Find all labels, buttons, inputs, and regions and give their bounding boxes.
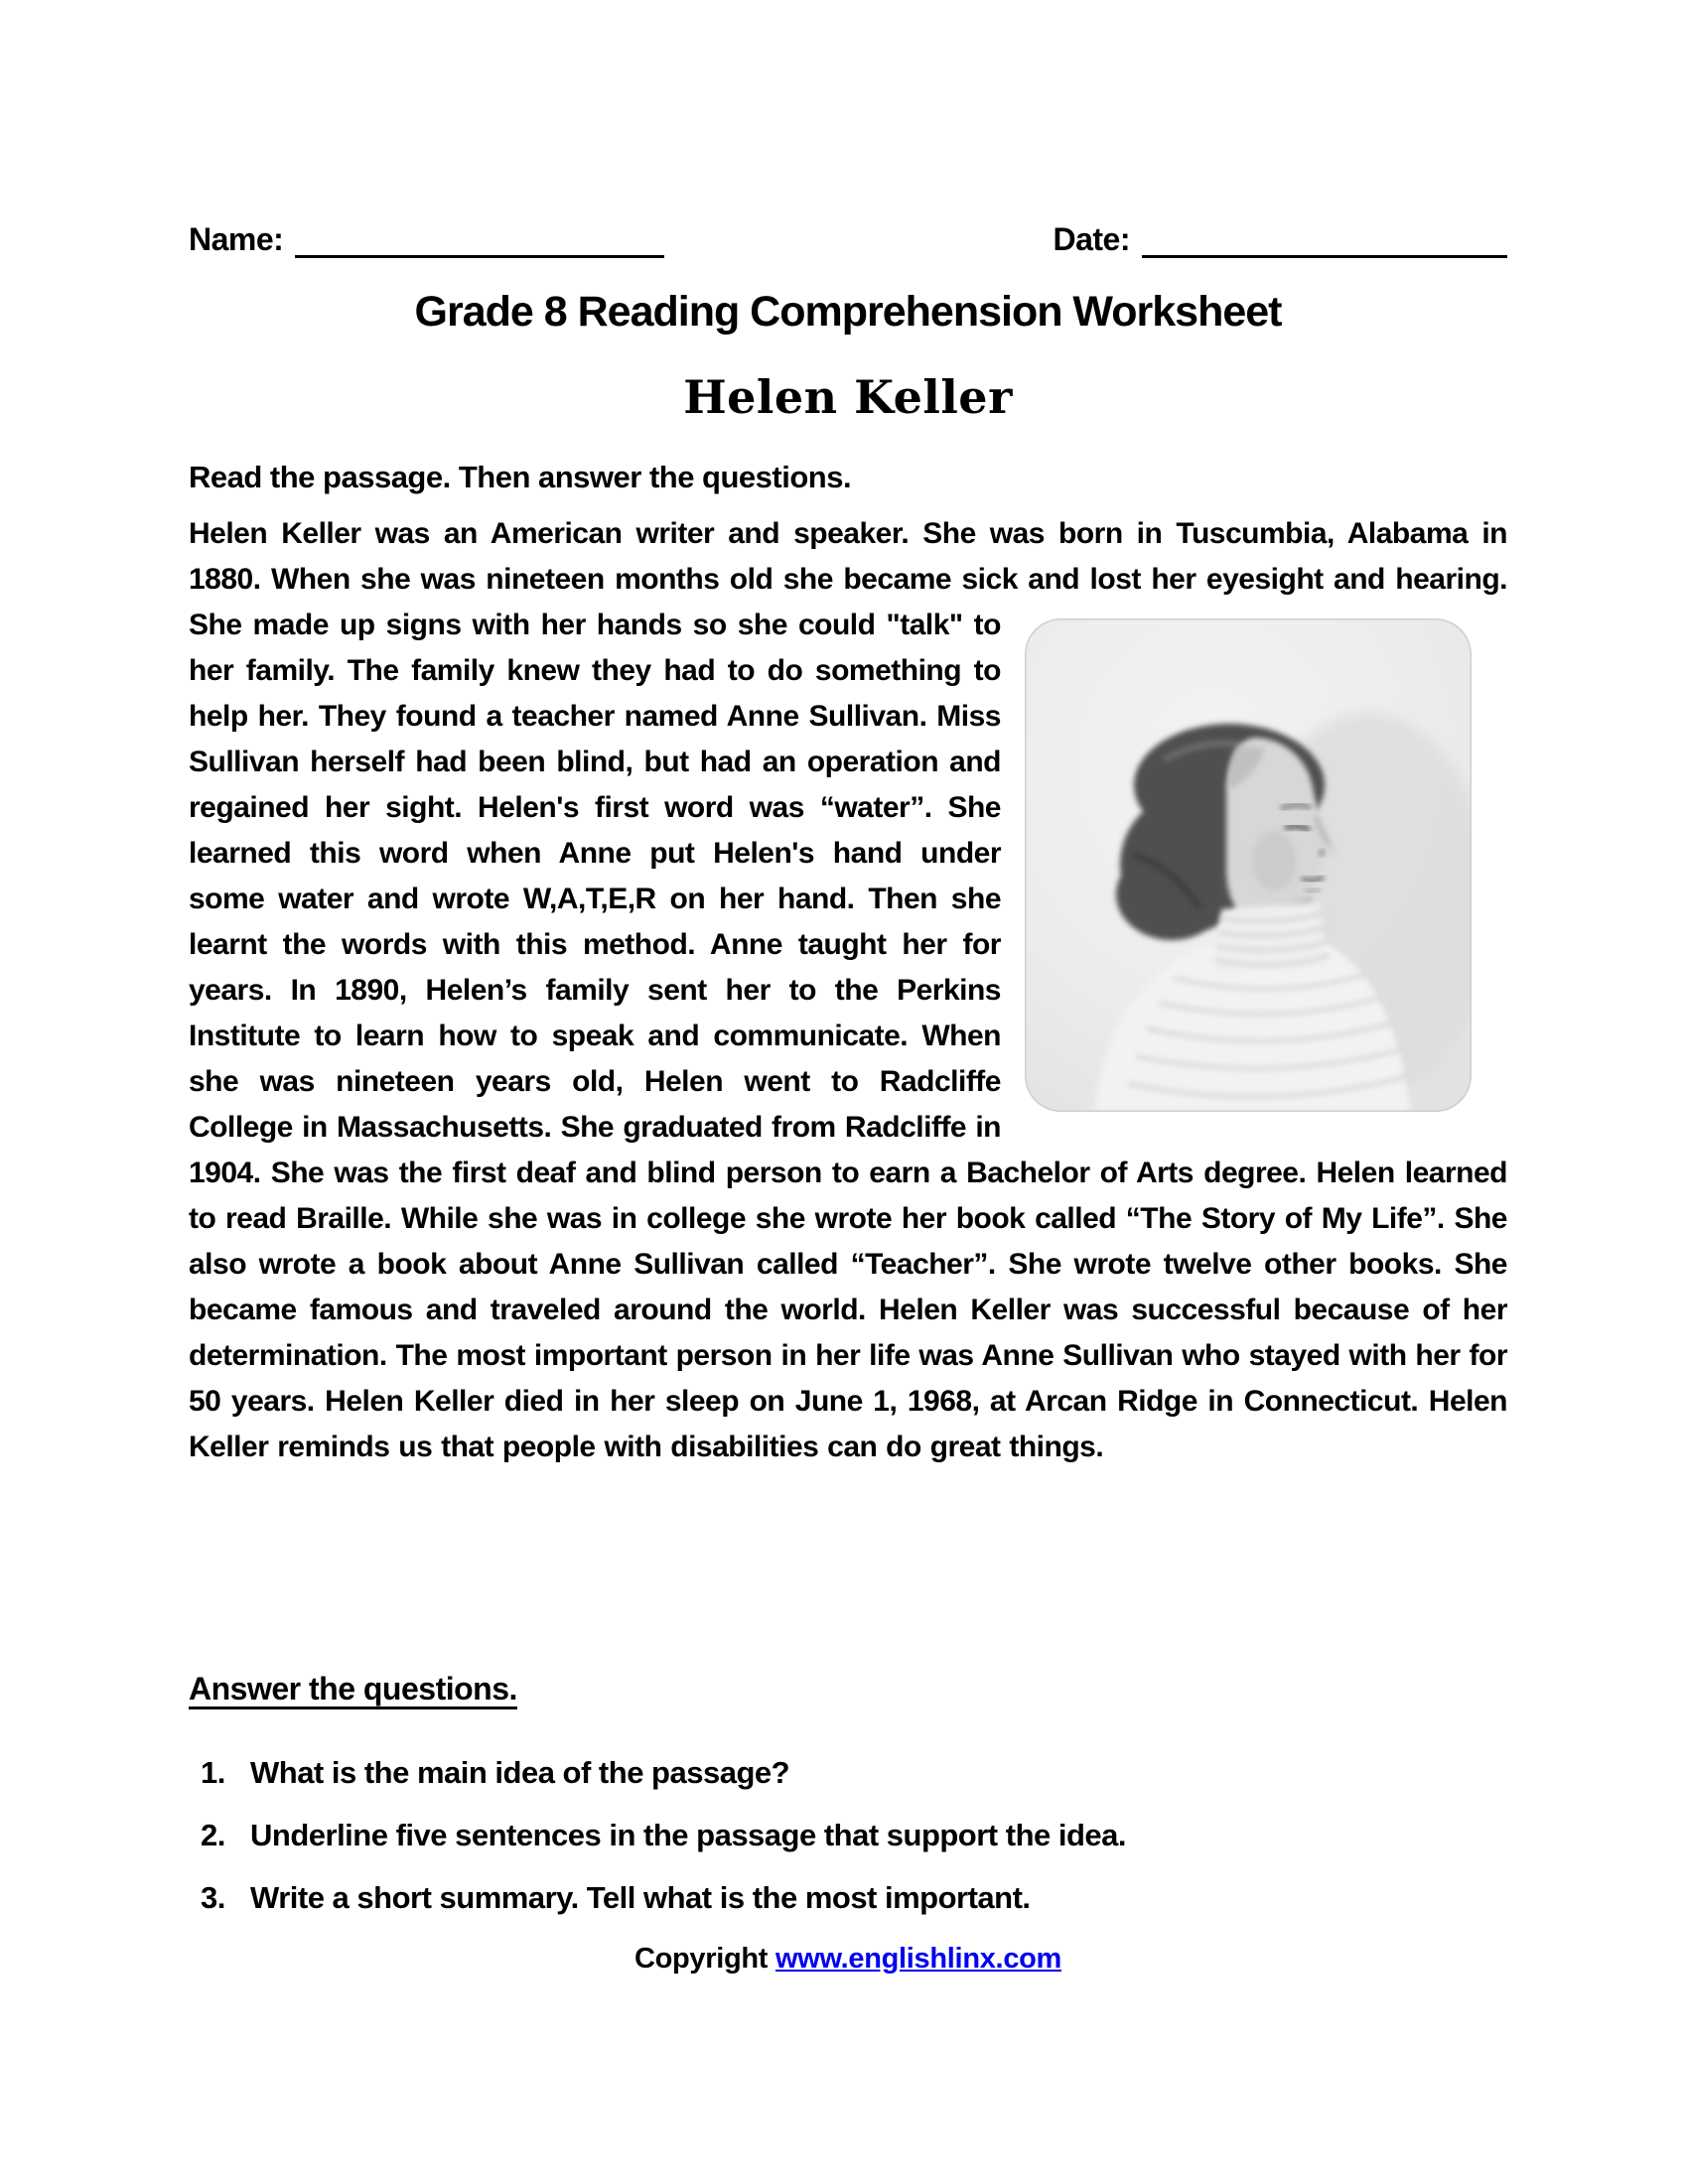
question-text: Write a short summary. Tell what is the most important. bbox=[250, 1880, 1031, 1915]
questions-heading: Answer the questions. bbox=[189, 1671, 517, 1706]
question-text: Underline five sentences in the passage that support the idea. bbox=[250, 1818, 1127, 1852]
question-number: 1. bbox=[201, 1755, 225, 1790]
question-row bbox=[189, 1880, 1507, 1916]
passage-text-after-photo: her eyesight and hearing. She made up signs with her hands so she could "talk" to her family. The family knew they had to do something to help her. They found a teacher named Anne Sullivan. Miss Sullivan herself had been blind, but had an operation and regained her sight. Helen's first word was “water”. She learned this word when Anne put Helen's hand under some water and wrote W,A,T,E,R on her hand. Then she learnt the words with this method. Anne taught her for years. In 1890, Helen’s family sent her to the Perkins Institute to learn how to speak and communicate. When she was nineteen years old, Helen went to Radcliffe College in Massachusetts. She graduated from Radcliffe in 1904. She was the first deaf and blind person to earn a Bachelor of Arts degree. Helen learned to read Braille. While she was in college she wrote her book called “The Story of My Life”. She also wrote a book about Anne Sullivan called “Teacher”. She wrote twelve other books. She became famous and traveled around the world. Helen Keller was successful because of her determination. The most important person in her life was Anne Sullivan who stayed with her for 50 years. Helen Keller died in her sleep on June 1, 1968, at Arcan Ridge in Connecticut. Helen Keller reminds us that people with disabilities can do great things. bbox=[189, 563, 1507, 1463]
name-blank-line bbox=[295, 219, 664, 258]
question-number: 3. bbox=[201, 1880, 225, 1915]
instruction-text: Read the passage. Then answer the questions. bbox=[189, 460, 852, 494]
name-label: Name: bbox=[189, 221, 284, 257]
date-label: Date: bbox=[1053, 221, 1130, 257]
date-blank-line bbox=[1142, 219, 1507, 258]
questions-list bbox=[189, 1755, 1507, 1916]
copyright-label: Copyright bbox=[633, 1943, 775, 1975]
date-field bbox=[1053, 211, 1507, 258]
question-text: What is the main idea of the passage? bbox=[250, 1755, 790, 1790]
question-row bbox=[189, 1755, 1507, 1791]
englishlinx-link[interactable]: www.englishlinx.com bbox=[774, 1943, 1062, 1975]
helen-keller-portrait-illustration bbox=[1025, 618, 1472, 1112]
worksheet-title: Grade 8 Reading Comprehension Worksheet bbox=[414, 288, 1282, 336]
question-number: 2. bbox=[201, 1818, 225, 1852]
passage-title: Helen Keller bbox=[683, 370, 1013, 424]
question-row bbox=[189, 1818, 1507, 1853]
name-date-row bbox=[189, 0, 1507, 258]
passage bbox=[189, 511, 1507, 1653]
helen-keller-photo bbox=[1025, 618, 1472, 1112]
name-field bbox=[189, 211, 664, 258]
passage-text-before-photo: Helen Keller was an American writer and speaker. She was born in Tuscumbia, Alabama in 1880. When she was nineteen months old she became sick and lost bbox=[189, 517, 1507, 596]
copyright-line bbox=[189, 1943, 1507, 1976]
